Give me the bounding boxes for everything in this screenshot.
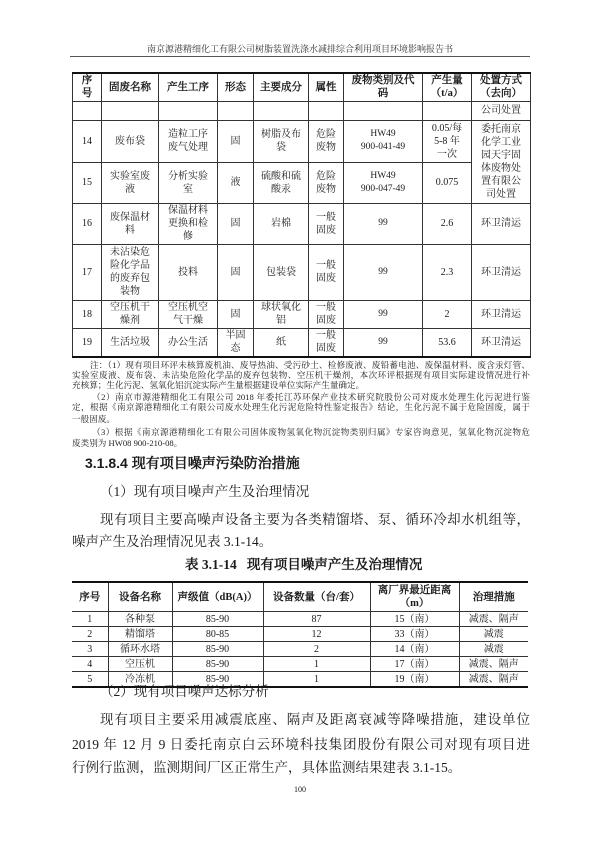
column-header-process: 产生工序 [159, 73, 218, 101]
table-cell: 精馏塔 [108, 627, 172, 642]
name-cell: 废保温材 料 [102, 203, 159, 244]
column-header-form: 形态 [218, 73, 254, 101]
form-cell: 固 [218, 300, 254, 328]
table-cell: 减震 [459, 627, 528, 642]
name-cell: 实验室废 液 [102, 162, 159, 203]
process-cell: 办公生活 [159, 328, 218, 357]
note-line: （2）南京市源港精细化工有限公司 2018 年委托江苏环保产业技术研究院股份公司对废水处理生化污泥进行鉴 [92, 392, 530, 402]
disposal-cell: 环卫清运 [472, 300, 531, 328]
table-row [73, 244, 531, 300]
table-cell [423, 101, 472, 120]
no-cell: 15 [73, 162, 102, 203]
code-cell: 99 [344, 244, 423, 300]
column-header-name: 固废名称 [102, 73, 159, 101]
subsection-heading: （1）现有项目噪声产生及治理情况 [100, 484, 310, 499]
column-header-disposal: 处置方式 （去向） [472, 73, 531, 101]
table-cell [102, 101, 159, 120]
table-cell: 85-90 [172, 657, 263, 672]
attribute-cell: 危险 废物 [309, 120, 344, 162]
attribute-cell: 一般 固废 [309, 203, 344, 244]
attribute-cell: 一般 固废 [309, 244, 344, 300]
table-row [73, 101, 531, 120]
component-cell: 纸 [254, 328, 309, 357]
no-cell: 19 [73, 328, 102, 357]
paragraph-line: 噪声产生及治理情况见表 3.1-14。 [72, 534, 273, 549]
column-header-distance: 离厂界最近距离 （m） [370, 582, 459, 612]
column-header-equipment: 设备名称 [108, 582, 172, 612]
table-cell [73, 101, 102, 120]
table-cell: 80-85 [172, 627, 263, 642]
note-line: 一般固废。 [72, 414, 115, 424]
table-cell: 3 [72, 642, 108, 657]
code-cell: HW49 900-047-49 [344, 162, 423, 203]
table-cell [344, 101, 423, 120]
table-cell: 各种泵 [108, 612, 172, 627]
component-cell: 包装袋 [254, 244, 309, 300]
note-line: （3）根据《南京源港精细化工有限公司固体废物氢氧化物沉淀物类别归属》专家咨询意见，氢氧化物沉淀物危 [92, 427, 530, 437]
amount-cell: 2.3 [423, 244, 472, 300]
table-cell [309, 101, 344, 120]
table-row [73, 328, 531, 357]
table-cell: 减震、隔声 [459, 612, 528, 627]
table-cell: 1 [72, 612, 108, 627]
column-header-measures: 治理措施 [459, 582, 528, 612]
table-cell: 15（南） [370, 612, 459, 627]
amount-cell: 2 [423, 300, 472, 328]
table-row [73, 120, 531, 162]
table-cell: 14（南） [370, 642, 459, 657]
disposal-cell: 环卫清运 [472, 203, 531, 244]
column-header-attribute: 属性 [309, 73, 344, 101]
table-cell: 1 [263, 657, 370, 672]
table-cell: 减震、隔声 [459, 672, 528, 688]
table-row [72, 657, 528, 672]
attribute-cell: 危险 废物 [309, 162, 344, 203]
code-cell: 99 [344, 328, 423, 357]
column-header-no: 序 号 [73, 73, 102, 101]
solid-waste-table [72, 72, 531, 358]
table-cell: 19（南） [370, 672, 459, 688]
note-line: 定，根据《南京源港精细化工有限公司废水处理生化污泥危险特性鉴定报告》结论，生化污泥不属于危险固废，属于 [72, 402, 530, 412]
noise-source-table [72, 581, 528, 688]
table-cell: 减震 [459, 642, 528, 657]
disposal-cell: 环卫清运 [472, 244, 531, 300]
paragraph-line: 行例行监测，监测期间厂区正常生产，具体监测结果建表 3.1-15。 [72, 760, 462, 775]
process-cell: 空压机空 气干燥 [159, 300, 218, 328]
table-cell: 17（南） [370, 657, 459, 672]
table-cell: 冷冻机 [108, 672, 172, 688]
name-cell: 生活垃圾 [102, 328, 159, 357]
column-header-sound-level: 声级值（dB(A)） [172, 582, 263, 612]
process-cell: 保温材料 更换和检 修 [159, 203, 218, 244]
column-header-no: 序号 [72, 582, 108, 612]
table-cell: 2 [72, 627, 108, 642]
form-cell: 半固 态 [218, 328, 254, 357]
table-cell: 4 [72, 657, 108, 672]
table-cell: 1 [263, 672, 370, 688]
table-cell [254, 101, 309, 120]
name-cell: 废布袋 [102, 120, 159, 162]
column-header-amount: 产生量 （t/a） [423, 73, 472, 101]
subsection-heading: （2）现有项目噪声达标分析 [100, 684, 269, 699]
no-cell: 14 [73, 120, 102, 162]
amount-cell: 53.6 [423, 328, 472, 357]
table-row [72, 627, 528, 642]
table-cell: 87 [263, 612, 370, 627]
table-cell: 85-90 [172, 642, 263, 657]
code-cell: HW49 900-041-49 [344, 120, 423, 162]
table-cell: 减震、隔声 [459, 657, 528, 672]
form-cell: 液 [218, 162, 254, 203]
component-cell: 球状氧化 铝 [254, 300, 309, 328]
column-header-component: 主要成分 [254, 73, 309, 101]
paragraph-line: 2019 年 12 月 9 日委托南京白云环境科技集团股份有限公司对现有项目进 [72, 737, 530, 752]
attribute-cell: 一般 固废 [309, 300, 344, 328]
process-cell: 投料 [159, 244, 218, 300]
amount-cell: 0.075 [423, 162, 472, 203]
section-heading: 3.1.8.4 现有项目噪声污染防治措施 [85, 455, 300, 471]
table-row [73, 162, 531, 203]
form-cell: 固 [218, 120, 254, 162]
running-header: 南京源港精细化工有限公司树脂装置洗涤水减排综合利用项目环境影响报告书 [70, 42, 530, 57]
process-cell: 造粒工序 废气处理 [159, 120, 218, 162]
process-cell: 分析实验 室 [159, 162, 218, 203]
no-cell: 16 [73, 203, 102, 244]
no-cell: 18 [73, 300, 102, 328]
column-header-code: 废物类别及代 码 [344, 73, 423, 101]
table-cell: 12 [263, 627, 370, 642]
note-line: 废类别为 HW08 900-210-08。 [72, 438, 183, 448]
table-cell: 空压机 [108, 657, 172, 672]
table-row [73, 300, 531, 328]
code-cell: 99 [344, 203, 423, 244]
table-cell: 循环水塔 [108, 642, 172, 657]
table-row [73, 203, 531, 244]
table-caption: 表 3.1-14 现有项目噪声产生及治理情况 [185, 557, 423, 572]
paragraph-line: 现有项目主要高噪声设备主要为各类精馏塔、泵、循环冷却水机组等， [100, 512, 530, 527]
disposal-cell: 公司处置 [472, 101, 531, 120]
note-line: 注：（1）现有项目环评未核算废机油、废导热油、受污砂土、检修废液、废铅蓄电池、废保温材料、废含汞灯管、 [90, 360, 530, 370]
table-cell [159, 101, 218, 120]
component-cell: 岩棉 [254, 203, 309, 244]
note-line: 充核算；生化污泥、氢氧化铝沉淀实际产生量根据建设单位实际产生量确定。 [72, 380, 365, 390]
column-header-quantity: 设备数量（台/套） [263, 582, 370, 612]
page-number: 100 [294, 785, 306, 794]
table-cell [218, 101, 254, 120]
code-cell: 99 [344, 300, 423, 328]
table-header-row [72, 582, 528, 612]
attribute-cell: 一般 固废 [309, 328, 344, 357]
amount-cell: 2.6 [423, 203, 472, 244]
table-row [72, 642, 528, 657]
table-cell: 85-90 [172, 612, 263, 627]
amount-cell: 0.05/每 5-8 年 一次 [423, 120, 472, 162]
table-row [72, 612, 528, 627]
component-cell: 树脂及布 袋 [254, 120, 309, 162]
form-cell: 固 [218, 244, 254, 300]
table-cell: 85-90 [172, 672, 263, 688]
name-cell: 空压机干 燥剂 [102, 300, 159, 328]
form-cell: 固 [218, 203, 254, 244]
disposal-cell: 委托南京 化学工业 园天宇固 体废物处 置有限公 司处置 [472, 120, 531, 203]
table-cell: 2 [263, 642, 370, 657]
table-cell: 5 [72, 672, 108, 688]
paragraph-line: 现有项目主要采用减震底座、隔声及距离衰减等降噪措施，建设单位 [100, 712, 530, 727]
note-line: 实验室废液、废布袋、未沾染危险化学品的废弃包装物、空压机干燥剂，本次环评根据现有项目实际建设情况进行补 [72, 370, 530, 380]
table-header-row [73, 73, 531, 101]
table-cell: 33（南） [370, 627, 459, 642]
no-cell: 17 [73, 244, 102, 300]
name-cell: 未沾染危 险化学品 的废弃包 装物 [102, 244, 159, 300]
component-cell: 硫酸和硫 酸汞 [254, 162, 309, 203]
disposal-cell: 环卫清运 [472, 328, 531, 357]
